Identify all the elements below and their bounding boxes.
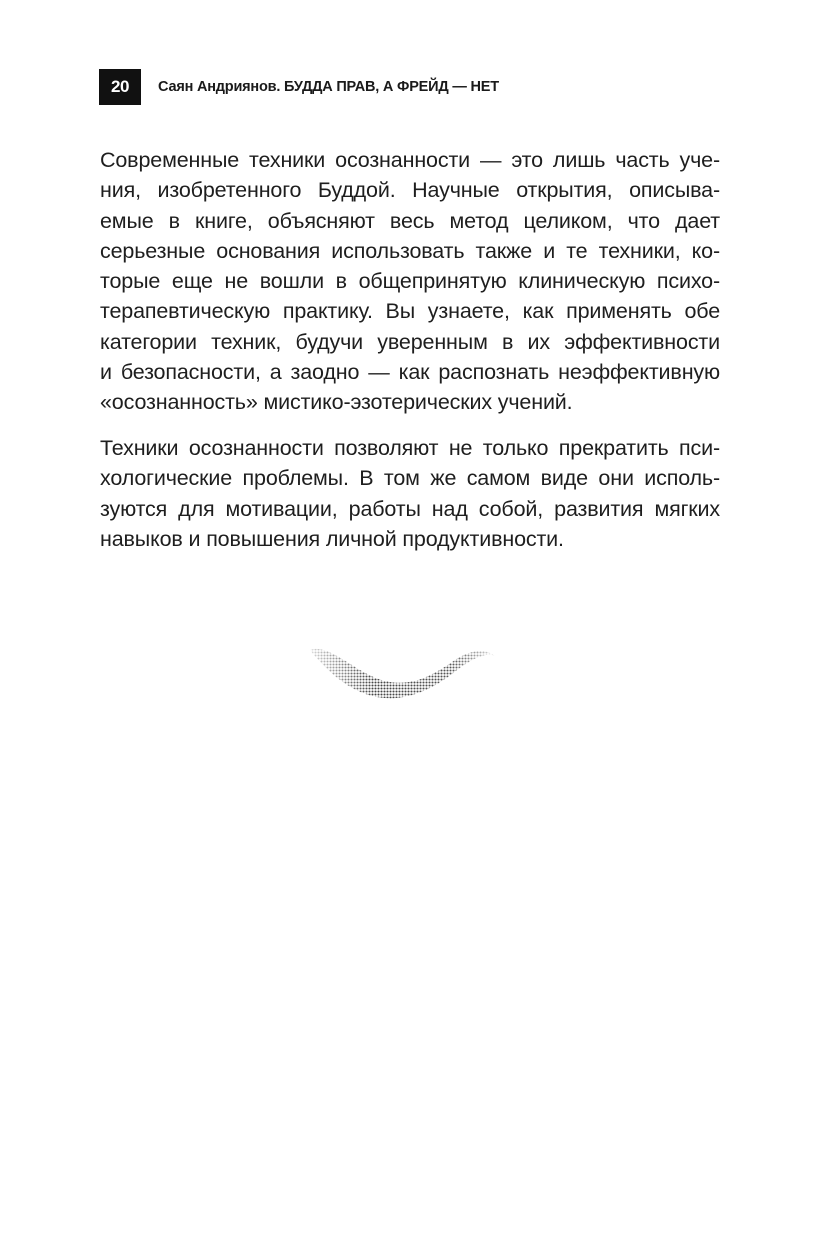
paragraph-line: и безопасности, а заодно — как распознать неэффективную: [100, 360, 720, 385]
paragraph-line: Современные техники осознанности — это лишь часть уче-: [100, 148, 720, 172]
running-title: Саян Андриянов. БУДДА ПРАВ, А ФРЕЙД — НЕТ: [158, 79, 499, 95]
page-number: 20: [99, 69, 141, 105]
paragraph-line: торые еще не вошли в общепринятую клиническую психо-: [100, 269, 720, 294]
paragraph-line: зуются для мотивации, работы над собой, развития мягких: [100, 496, 720, 521]
paragraph-line: «осознанность» мистико-эзотерических учений.: [100, 390, 573, 415]
page-header: [99, 69, 499, 105]
paragraph-line: емые в книге, объясняют весь метод целиком, что дает: [100, 208, 720, 233]
paragraph-line: ния, изобретенного Буддой. Научные открытия, описыва-: [100, 178, 720, 203]
paragraph-line: навыков и повышения личной продуктивности.: [100, 526, 564, 551]
paragraph-2: [100, 433, 720, 554]
paragraph-line: хологические проблемы. В том же самом виде они исполь-: [100, 466, 720, 491]
paragraph-1: [100, 145, 720, 418]
brush-stroke-ornament-icon: [305, 630, 500, 715]
paragraph-line: серьезные основания использовать также и те техники, ко-: [100, 238, 720, 263]
paragraph-line: Техники осознанности позволяют не только прекратить пси-: [100, 436, 720, 460]
paragraph-line: терапевтическую практику. Вы узнаете, как применять обе: [100, 299, 720, 324]
paragraph-line: категории техник, будучи уверенным в их эффективности: [100, 329, 720, 354]
